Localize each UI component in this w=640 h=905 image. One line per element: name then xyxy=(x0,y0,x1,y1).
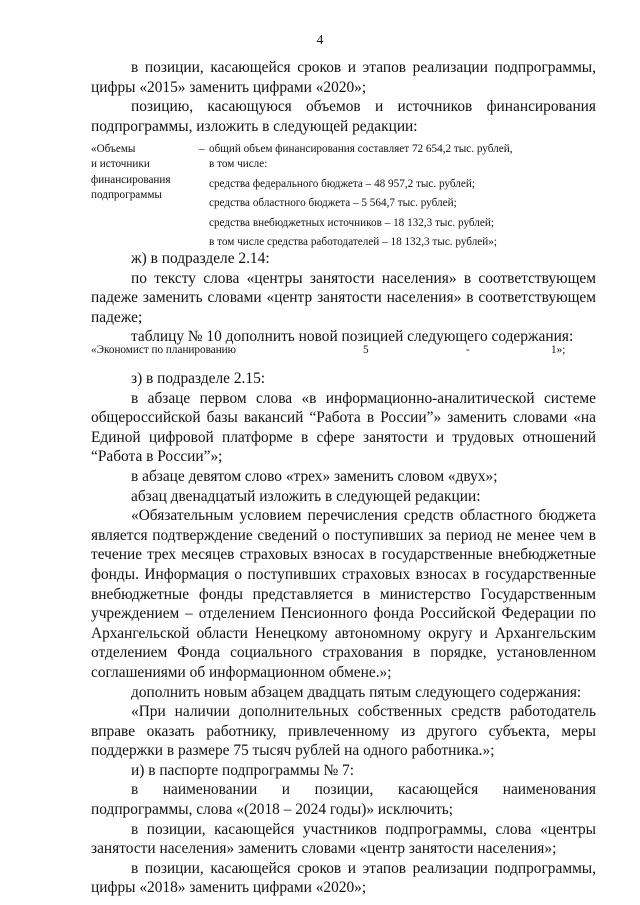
paragraph: и) в паспорте подпрограммы № 7: xyxy=(131,761,355,779)
paragraph: по тексту слова «центры занятости населения» в соответствующем падеже заменить словами «центр занятости населения» в соответствующем падеже; xyxy=(91,269,596,326)
paragraph: «При наличии дополнительных собственных средств работодатель вправе оказать работнику, привлеченному из другого субъекта, меры поддержки в размере 75 тысяч рублей на одного работника.»; xyxy=(91,703,596,760)
value-line: в том числе: xyxy=(209,158,268,171)
label-line: финансирования xyxy=(91,173,171,186)
paragraph: абзац двенадцатый изложить в следующей редакции: xyxy=(131,487,481,505)
table10-name: «Экономист по планированию xyxy=(91,344,237,356)
paragraph: з) в подразделе 2.15: xyxy=(131,370,266,387)
page-number: 4 xyxy=(316,32,324,47)
value-line: средства федерального бюджета – 48 957,2 тыс. рублей; xyxy=(209,177,475,190)
body-text-top xyxy=(91,58,596,136)
finance-table-dash: – xyxy=(199,143,205,155)
label-line: подпрограммы xyxy=(91,189,162,202)
value-line: общий объем финансирования составляет 72 654,2 тыс. рублей, xyxy=(209,143,513,155)
label-line: и источники xyxy=(91,158,150,171)
table10-col3: - xyxy=(466,344,470,356)
paragraph: дополнить новым абзацем двадцать пятым следующего содержания: xyxy=(131,683,582,701)
value-line: средства внебюджетных источников – 18 132,3 тыс. рублей; xyxy=(209,216,494,229)
paragraph: «Обязательным условием перечисления средств областного бюджета является подтверждение сведений о поступивших за период не менее чем в течение трех месяцев страховых взносах в государственные внебюджетные фонды. Информация о поступивших страховых взносах в государственные внебюджетные фонды представляется в министерство Государственным учреждением – отделением Пенсионного фонда Российской Федерации по Архангельской области Ненецкому автономному округу и Архангельским отделением Фонда социального страхования в порядке, установленном соглашениями об информационном обмене.»; xyxy=(91,507,596,681)
value-line: средства областного бюджета – 5 564,7 тыс. рублей; xyxy=(209,197,457,210)
paragraph: в позиции, касающейся участников подпрограммы, слова «центры занятости населения» заменить словами «центр занятости населения»; xyxy=(91,820,596,858)
paragraph: в наименовании и позиции, касающейся наименования подпрограммы, слова «(2018 – 2024 годы)» исключить; xyxy=(91,781,596,819)
value-line: в том числе средства работодателей – 18 132,3 тыс. рублей»; xyxy=(209,236,497,249)
paragraph: в абзаце первом слова «в информационно-аналитической системе общероссийской базы вакансий “Работа в России”» заменить словами «на Единой цифровой платформе в сфере занятости и трудовых отношений “Работа в России”»; xyxy=(91,389,596,466)
finance-table-label xyxy=(91,142,191,204)
paragraph: ж) в подразделе 2.14: xyxy=(131,250,270,267)
paragraph: в позиции, касающейся сроков и этапов реализации подпрограммы, цифры «2018» заменить цифрами «2020»; xyxy=(91,859,596,897)
label-line: «Объемы xyxy=(91,143,136,155)
table10-col2: 5 xyxy=(363,344,369,356)
body-text-mid xyxy=(91,249,596,347)
table10-col4: 1»; xyxy=(551,344,566,356)
paragraph: позицию, касающуюся объемов и источников финансирования подпрограммы, изложить в следующей редакции: xyxy=(91,98,596,135)
finance-table-values xyxy=(209,142,596,250)
body-text-bottom xyxy=(91,369,596,898)
paragraph: в абзаце девятом слово «трех» заменить словом «двух»; xyxy=(131,467,498,485)
paragraph: таблицу № 10 дополнить новой позицией следующего содержания: xyxy=(131,328,574,346)
paragraph: в позиции, касающейся сроков и этапов реализации подпрограммы, цифры «2015» заменить цифрами «2020»; xyxy=(91,59,596,96)
